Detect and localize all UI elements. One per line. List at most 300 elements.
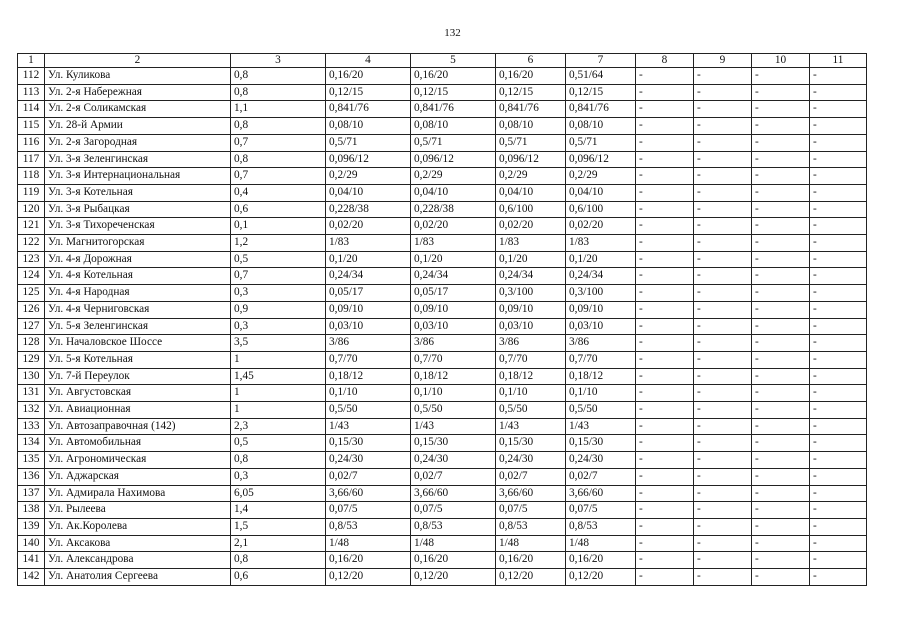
col7-cell: 0,1/20 [566,251,636,268]
col9-cell: - [694,552,752,569]
col6-cell: 0,16/20 [496,68,566,85]
col5-cell: 0,02/20 [411,218,496,235]
col7-cell: 0,5/50 [566,402,636,419]
col10-cell: - [752,235,810,252]
col7-cell: 0,24/34 [566,268,636,285]
length-cell: 1,5 [231,518,326,535]
street-name-cell: Ул. Автозаправочная (142) [45,418,231,435]
table-row [18,268,867,285]
street-name-cell: Ул. Ак.Королева [45,518,231,535]
col6-cell: 0,3/100 [496,285,566,302]
col9-cell: - [694,468,752,485]
col9-cell: - [694,101,752,118]
col6-cell: 1/83 [496,235,566,252]
col5-cell: 0,24/30 [411,452,496,469]
col10-cell: - [752,468,810,485]
col4-cell: 1/43 [326,418,411,435]
column-header: 5 [411,54,496,68]
col4-cell: 0,12/15 [326,84,411,101]
row-number-cell: 128 [18,335,45,352]
length-cell: 0,7 [231,268,326,285]
street-name-cell: Ул. 3-я Котельная [45,184,231,201]
col9-cell: - [694,151,752,168]
street-name-cell: Ул. 4-я Котельная [45,268,231,285]
col9-cell: - [694,335,752,352]
col4-cell: 0,07/5 [326,502,411,519]
table-row [18,184,867,201]
length-cell: 0,8 [231,552,326,569]
col6-cell: 0,15/30 [496,435,566,452]
col11-cell: - [810,68,867,85]
row-number-cell: 123 [18,251,45,268]
length-cell: 0,8 [231,118,326,135]
col4-cell: 0,1/20 [326,251,411,268]
col5-cell: 0,8/53 [411,518,496,535]
row-number-cell: 142 [18,569,45,586]
col8-cell: - [636,235,694,252]
table-row [18,468,867,485]
street-name-cell: Ул. 3-я Тихореченская [45,218,231,235]
table-row [18,552,867,569]
table-row [18,84,867,101]
col9-cell: - [694,351,752,368]
col6-cell: 0,5/50 [496,402,566,419]
col5-cell: 0,7/70 [411,351,496,368]
col4-cell: 3/86 [326,335,411,352]
col5-cell: 0,15/30 [411,435,496,452]
table-row [18,502,867,519]
col11-cell: - [810,151,867,168]
length-cell: 3,5 [231,335,326,352]
col11-cell: - [810,218,867,235]
col7-cell: 1/83 [566,235,636,252]
length-cell: 0,8 [231,68,326,85]
col7-cell: 3/86 [566,335,636,352]
col10-cell: - [752,218,810,235]
col9-cell: - [694,84,752,101]
col6-cell: 0,096/12 [496,151,566,168]
col6-cell: 1/43 [496,418,566,435]
table-row [18,134,867,151]
col8-cell: - [636,351,694,368]
col10-cell: - [752,285,810,302]
table-row [18,485,867,502]
table-row [18,218,867,235]
length-cell: 0,5 [231,251,326,268]
col11-cell: - [810,168,867,185]
col9-cell: - [694,285,752,302]
col6-cell: 0,24/34 [496,268,566,285]
col5-cell: 0,04/10 [411,184,496,201]
col4-cell: 0,03/10 [326,318,411,335]
col11-cell: - [810,251,867,268]
col10-cell: - [752,518,810,535]
col8-cell: - [636,118,694,135]
col8-cell: - [636,285,694,302]
street-name-cell: Ул. Куликова [45,68,231,85]
table-row [18,402,867,419]
col7-cell: 0,096/12 [566,151,636,168]
row-number-cell: 129 [18,351,45,368]
col9-cell: - [694,68,752,85]
length-cell: 0,3 [231,318,326,335]
col6-cell: 0,18/12 [496,368,566,385]
col10-cell: - [752,84,810,101]
col6-cell: 3/86 [496,335,566,352]
column-header: 1 [18,54,45,68]
row-number-cell: 115 [18,118,45,135]
col7-cell: 0,03/10 [566,318,636,335]
col5-cell: 0,16/20 [411,68,496,85]
row-number-cell: 122 [18,235,45,252]
row-number-cell: 134 [18,435,45,452]
col4-cell: 0,09/10 [326,301,411,318]
street-name-cell: Ул. 5-я Зеленгинская [45,318,231,335]
length-cell: 0,3 [231,468,326,485]
column-header: 11 [810,54,867,68]
col7-cell: 0,8/53 [566,518,636,535]
col7-cell: 0,2/29 [566,168,636,185]
col9-cell: - [694,201,752,218]
length-cell: 1,4 [231,502,326,519]
col10-cell: - [752,435,810,452]
col11-cell: - [810,318,867,335]
table-row [18,151,867,168]
col5-cell: 0,05/17 [411,285,496,302]
row-number-cell: 112 [18,68,45,85]
col11-cell: - [810,552,867,569]
col11-cell: - [810,418,867,435]
row-number-cell: 133 [18,418,45,435]
row-number-cell: 132 [18,402,45,419]
col6-cell: 0,841/76 [496,101,566,118]
table-row [18,335,867,352]
col9-cell: - [694,301,752,318]
col9-cell: - [694,168,752,185]
table-row [18,368,867,385]
length-cell: 0,5 [231,435,326,452]
col9-cell: - [694,385,752,402]
col4-cell: 0,24/34 [326,268,411,285]
length-cell: 0,3 [231,285,326,302]
col11-cell: - [810,468,867,485]
col7-cell: 1/48 [566,535,636,552]
col4-cell: 0,12/20 [326,569,411,586]
col7-cell: 0,6/100 [566,201,636,218]
length-cell: 0,1 [231,218,326,235]
table-row [18,351,867,368]
col5-cell: 0,09/10 [411,301,496,318]
col7-cell: 3,66/60 [566,485,636,502]
table-row [18,118,867,135]
col9-cell: - [694,235,752,252]
col6-cell: 0,02/20 [496,218,566,235]
col7-cell: 0,09/10 [566,301,636,318]
street-name-cell: Ул. 2-я Соликамская [45,101,231,118]
row-number-cell: 141 [18,552,45,569]
length-cell: 0,7 [231,168,326,185]
col7-cell: 0,02/7 [566,468,636,485]
col5-cell: 0,5/50 [411,402,496,419]
table-row [18,168,867,185]
length-cell: 2,1 [231,535,326,552]
row-number-cell: 136 [18,468,45,485]
column-header: 2 [45,54,231,68]
col6-cell: 0,24/30 [496,452,566,469]
col4-cell: 0,15/30 [326,435,411,452]
street-name-cell: Ул. 7-й Переулок [45,368,231,385]
street-name-cell: Ул. Августовская [45,385,231,402]
col8-cell: - [636,569,694,586]
length-cell: 2,3 [231,418,326,435]
col11-cell: - [810,535,867,552]
col11-cell: - [810,518,867,535]
column-header: 8 [636,54,694,68]
street-name-cell: Ул. 4-я Черниговская [45,301,231,318]
col9-cell: - [694,485,752,502]
col6-cell: 0,08/10 [496,118,566,135]
col9-cell: - [694,268,752,285]
street-name-cell: Ул. Началовское Шоссе [45,335,231,352]
col4-cell: 0,02/20 [326,218,411,235]
col8-cell: - [636,184,694,201]
street-name-cell: Ул. 4-я Народная [45,285,231,302]
col8-cell: - [636,101,694,118]
length-cell: 1,2 [231,235,326,252]
street-name-cell: Ул. Александрова [45,552,231,569]
col11-cell: - [810,402,867,419]
col8-cell: - [636,502,694,519]
street-name-cell: Ул. 3-я Зеленгинская [45,151,231,168]
col9-cell: - [694,435,752,452]
row-number-cell: 127 [18,318,45,335]
col6-cell: 0,7/70 [496,351,566,368]
col8-cell: - [636,385,694,402]
col9-cell: - [694,184,752,201]
col5-cell: 1/43 [411,418,496,435]
col8-cell: - [636,201,694,218]
col4-cell: 0,5/50 [326,402,411,419]
street-name-cell: Ул. Агрономическая [45,452,231,469]
col7-cell: 0,04/10 [566,184,636,201]
col7-cell: 0,7/70 [566,351,636,368]
length-cell: 0,6 [231,201,326,218]
street-data-table [17,53,867,586]
street-name-cell: Ул. Анатолия Сергеева [45,569,231,586]
col10-cell: - [752,335,810,352]
col11-cell: - [810,452,867,469]
col8-cell: - [636,301,694,318]
street-name-cell: Ул. 5-я Котельная [45,351,231,368]
table-row [18,68,867,85]
col8-cell: - [636,335,694,352]
table-row [18,251,867,268]
col4-cell: 0,05/17 [326,285,411,302]
col5-cell: 0,096/12 [411,151,496,168]
col4-cell: 0,2/29 [326,168,411,185]
col4-cell: 0,228/38 [326,201,411,218]
col6-cell: 3,66/60 [496,485,566,502]
street-name-cell: Ул. Адмирала Нахимова [45,485,231,502]
length-cell: 0,8 [231,84,326,101]
col11-cell: - [810,134,867,151]
row-number-cell: 113 [18,84,45,101]
col10-cell: - [752,485,810,502]
col10-cell: - [752,569,810,586]
col8-cell: - [636,318,694,335]
street-name-cell: Ул. 2-я Набережная [45,84,231,101]
col5-cell: 0,18/12 [411,368,496,385]
col4-cell: 0,841/76 [326,101,411,118]
col8-cell: - [636,418,694,435]
col7-cell: 0,1/10 [566,385,636,402]
row-number-cell: 125 [18,285,45,302]
col4-cell: 1/48 [326,535,411,552]
row-number-cell: 138 [18,502,45,519]
col10-cell: - [752,318,810,335]
street-name-cell: Ул. Автомобильная [45,435,231,452]
row-number-cell: 119 [18,184,45,201]
col7-cell: 0,07/5 [566,502,636,519]
col9-cell: - [694,218,752,235]
col5-cell: 0,16/20 [411,552,496,569]
col8-cell: - [636,268,694,285]
street-name-cell: Ул. 28-й Армии [45,118,231,135]
col5-cell: 0,02/7 [411,468,496,485]
length-cell: 1 [231,385,326,402]
col10-cell: - [752,368,810,385]
col4-cell: 0,08/10 [326,118,411,135]
col10-cell: - [752,418,810,435]
col9-cell: - [694,452,752,469]
row-number-cell: 120 [18,201,45,218]
row-number-cell: 124 [18,268,45,285]
col5-cell: 0,5/71 [411,134,496,151]
col11-cell: - [810,184,867,201]
col9-cell: - [694,535,752,552]
col10-cell: - [752,151,810,168]
col10-cell: - [752,168,810,185]
length-cell: 0,6 [231,569,326,586]
col10-cell: - [752,385,810,402]
col9-cell: - [694,569,752,586]
col7-cell: 0,15/30 [566,435,636,452]
col10-cell: - [752,134,810,151]
street-name-cell: Ул. 3-я Рыбацкая [45,201,231,218]
col9-cell: - [694,134,752,151]
table-row [18,301,867,318]
row-number-cell: 114 [18,101,45,118]
street-name-cell: Ул. 3-я Интернациональная [45,168,231,185]
col6-cell: 0,1/20 [496,251,566,268]
col5-cell: 0,841/76 [411,101,496,118]
col11-cell: - [810,301,867,318]
col8-cell: - [636,468,694,485]
col6-cell: 1/48 [496,535,566,552]
col8-cell: - [636,535,694,552]
col11-cell: - [810,84,867,101]
col9-cell: - [694,251,752,268]
col11-cell: - [810,435,867,452]
col5-cell: 0,07/5 [411,502,496,519]
column-header: 6 [496,54,566,68]
col11-cell: - [810,351,867,368]
col8-cell: - [636,402,694,419]
col4-cell: 0,1/10 [326,385,411,402]
col4-cell: 0,8/53 [326,518,411,535]
col6-cell: 0,1/10 [496,385,566,402]
col5-cell: 0,228/38 [411,201,496,218]
col6-cell: 0,07/5 [496,502,566,519]
col8-cell: - [636,518,694,535]
col7-cell: 0,24/30 [566,452,636,469]
length-cell: 1 [231,351,326,368]
col4-cell: 0,24/30 [326,452,411,469]
table-header-row [18,54,867,68]
table-row [18,535,867,552]
col8-cell: - [636,452,694,469]
col5-cell: 0,08/10 [411,118,496,135]
col10-cell: - [752,201,810,218]
col5-cell: 0,1/10 [411,385,496,402]
col6-cell: 0,09/10 [496,301,566,318]
col8-cell: - [636,485,694,502]
col4-cell: 3,66/60 [326,485,411,502]
col10-cell: - [752,101,810,118]
row-number-cell: 137 [18,485,45,502]
row-number-cell: 135 [18,452,45,469]
col10-cell: - [752,452,810,469]
table-row [18,385,867,402]
length-cell: 0,4 [231,184,326,201]
row-number-cell: 131 [18,385,45,402]
page-number: 132 [444,27,461,39]
col4-cell: 0,16/20 [326,552,411,569]
col4-cell: 0,096/12 [326,151,411,168]
row-number-cell: 117 [18,151,45,168]
col11-cell: - [810,502,867,519]
street-name-cell: Ул. Аксакова [45,535,231,552]
col8-cell: - [636,168,694,185]
length-cell: 1 [231,402,326,419]
length-cell: 0,8 [231,452,326,469]
col8-cell: - [636,134,694,151]
col6-cell: 0,12/15 [496,84,566,101]
length-cell: 0,7 [231,134,326,151]
col11-cell: - [810,385,867,402]
col11-cell: - [810,101,867,118]
col6-cell: 0,16/20 [496,552,566,569]
col7-cell: 0,08/10 [566,118,636,135]
column-header: 10 [752,54,810,68]
col7-cell: 0,841/76 [566,101,636,118]
col10-cell: - [752,68,810,85]
col4-cell: 0,04/10 [326,184,411,201]
col5-cell: 3/86 [411,335,496,352]
street-name-cell: Ул. Авиационная [45,402,231,419]
row-number-cell: 130 [18,368,45,385]
col7-cell: 0,16/20 [566,552,636,569]
col9-cell: - [694,502,752,519]
col10-cell: - [752,351,810,368]
col5-cell: 3,66/60 [411,485,496,502]
column-header: 3 [231,54,326,68]
col9-cell: - [694,402,752,419]
col5-cell: 0,1/20 [411,251,496,268]
col6-cell: 0,04/10 [496,184,566,201]
col4-cell: 1/83 [326,235,411,252]
col9-cell: - [694,318,752,335]
